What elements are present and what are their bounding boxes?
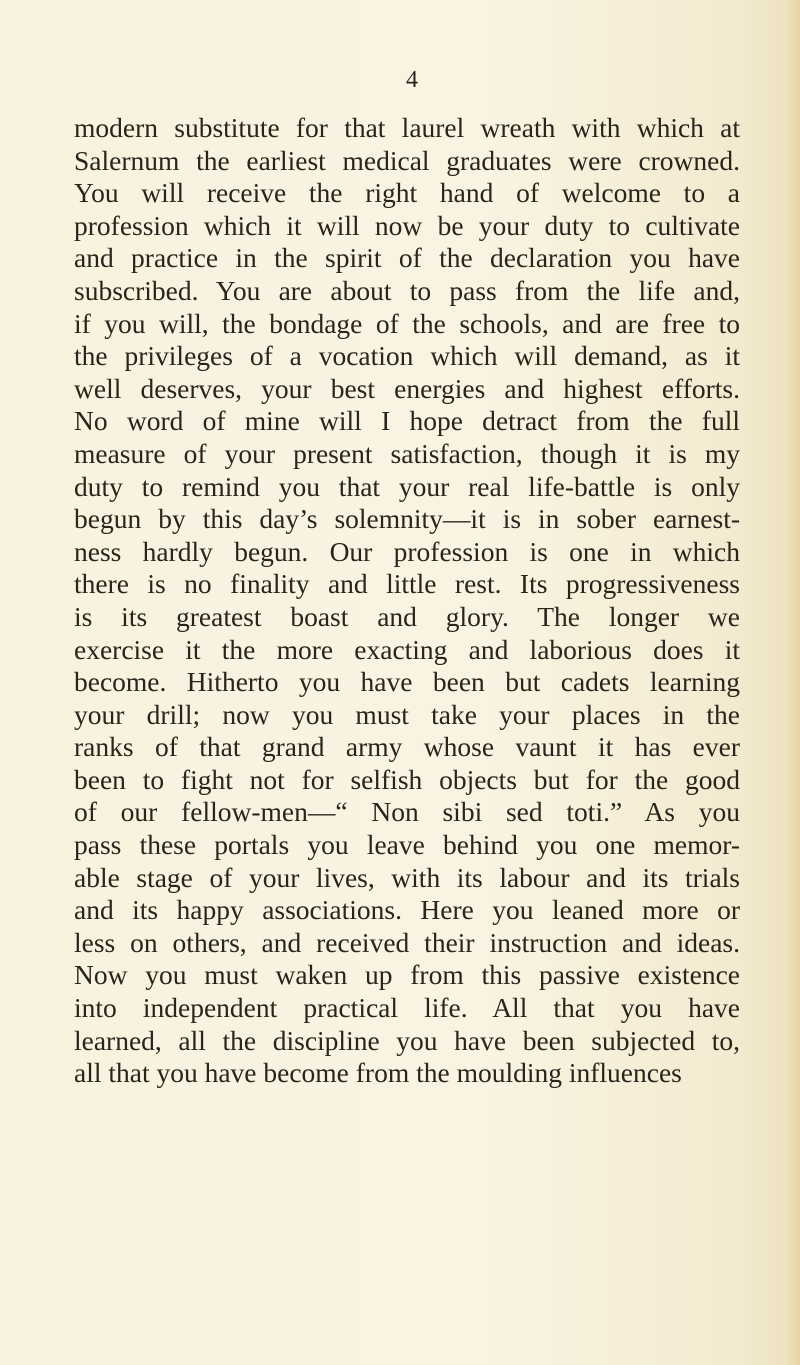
text-line: become. Hitherto you have been but cadets learning (74, 666, 740, 698)
text-line: exercise it the more exacting and laborious does it (74, 633, 740, 665)
text-line: been to fight not for selfish objects but for the good (74, 763, 740, 795)
text-line: duty to remind you that your real life-battle is only (74, 470, 740, 502)
text-line: learned, all the discipline you have been subjected to, (74, 1024, 740, 1056)
text-line: if you will, the bondage of the schools, and are free to (74, 307, 740, 339)
text-line: ranks of that grand army whose vaunt it has ever (74, 731, 740, 763)
body-text (74, 112, 740, 1090)
text-line: there is no finality and little rest. Its progressiveness (74, 568, 740, 600)
text-line: able stage of your lives, with its labour and its trials (74, 861, 740, 893)
text-line: all that you have become from the moulding influences (74, 1057, 682, 1089)
text-line: is its greatest boast and glory. The longer we (74, 600, 740, 632)
text-line: begun by this day’s solemnity—it is in sober earnest- (74, 503, 740, 535)
text-line: well deserves, your best energies and highest efforts. (74, 372, 740, 404)
text-line: of our fellow-men—“ Non sibi sed toti.” As you (74, 796, 740, 828)
text-line: measure of your present satisfaction, though it is my (74, 437, 740, 469)
text-line: Now you must waken up from this passive existence (74, 959, 740, 991)
text-line: and practice in the spirit of the declaration you have (74, 242, 740, 274)
text-line: your drill; now you must take your places in the (74, 698, 740, 730)
text-line: pass these portals you leave behind you one memor- (74, 829, 740, 861)
text-line: You will receive the right hand of welcome to a (74, 177, 740, 209)
text-line: No word of mine will I hope detract from the full (74, 405, 740, 437)
text-line: subscribed. You are about to pass from the life and, (74, 274, 740, 306)
text-line: ness hardly begun. Our profession is one in which (74, 535, 740, 567)
text-line: and its happy associations. Here you leaned more or (74, 894, 740, 926)
text-line: Salernum the earliest medical graduates were crowned. (74, 144, 740, 176)
page-edge-shadow (786, 0, 800, 1365)
text-line: the privileges of a vocation which will demand, as it (74, 340, 740, 372)
text-line: modern substitute for that laurel wreath with which at (74, 112, 740, 143)
text-line: less on others, and received their instruction and ideas. (74, 926, 740, 958)
text-line: into independent practical life. All that you have (74, 992, 740, 1024)
page-number: 4 (406, 67, 418, 93)
text-line: profession which it will now be your duty to cultivate (74, 209, 740, 241)
